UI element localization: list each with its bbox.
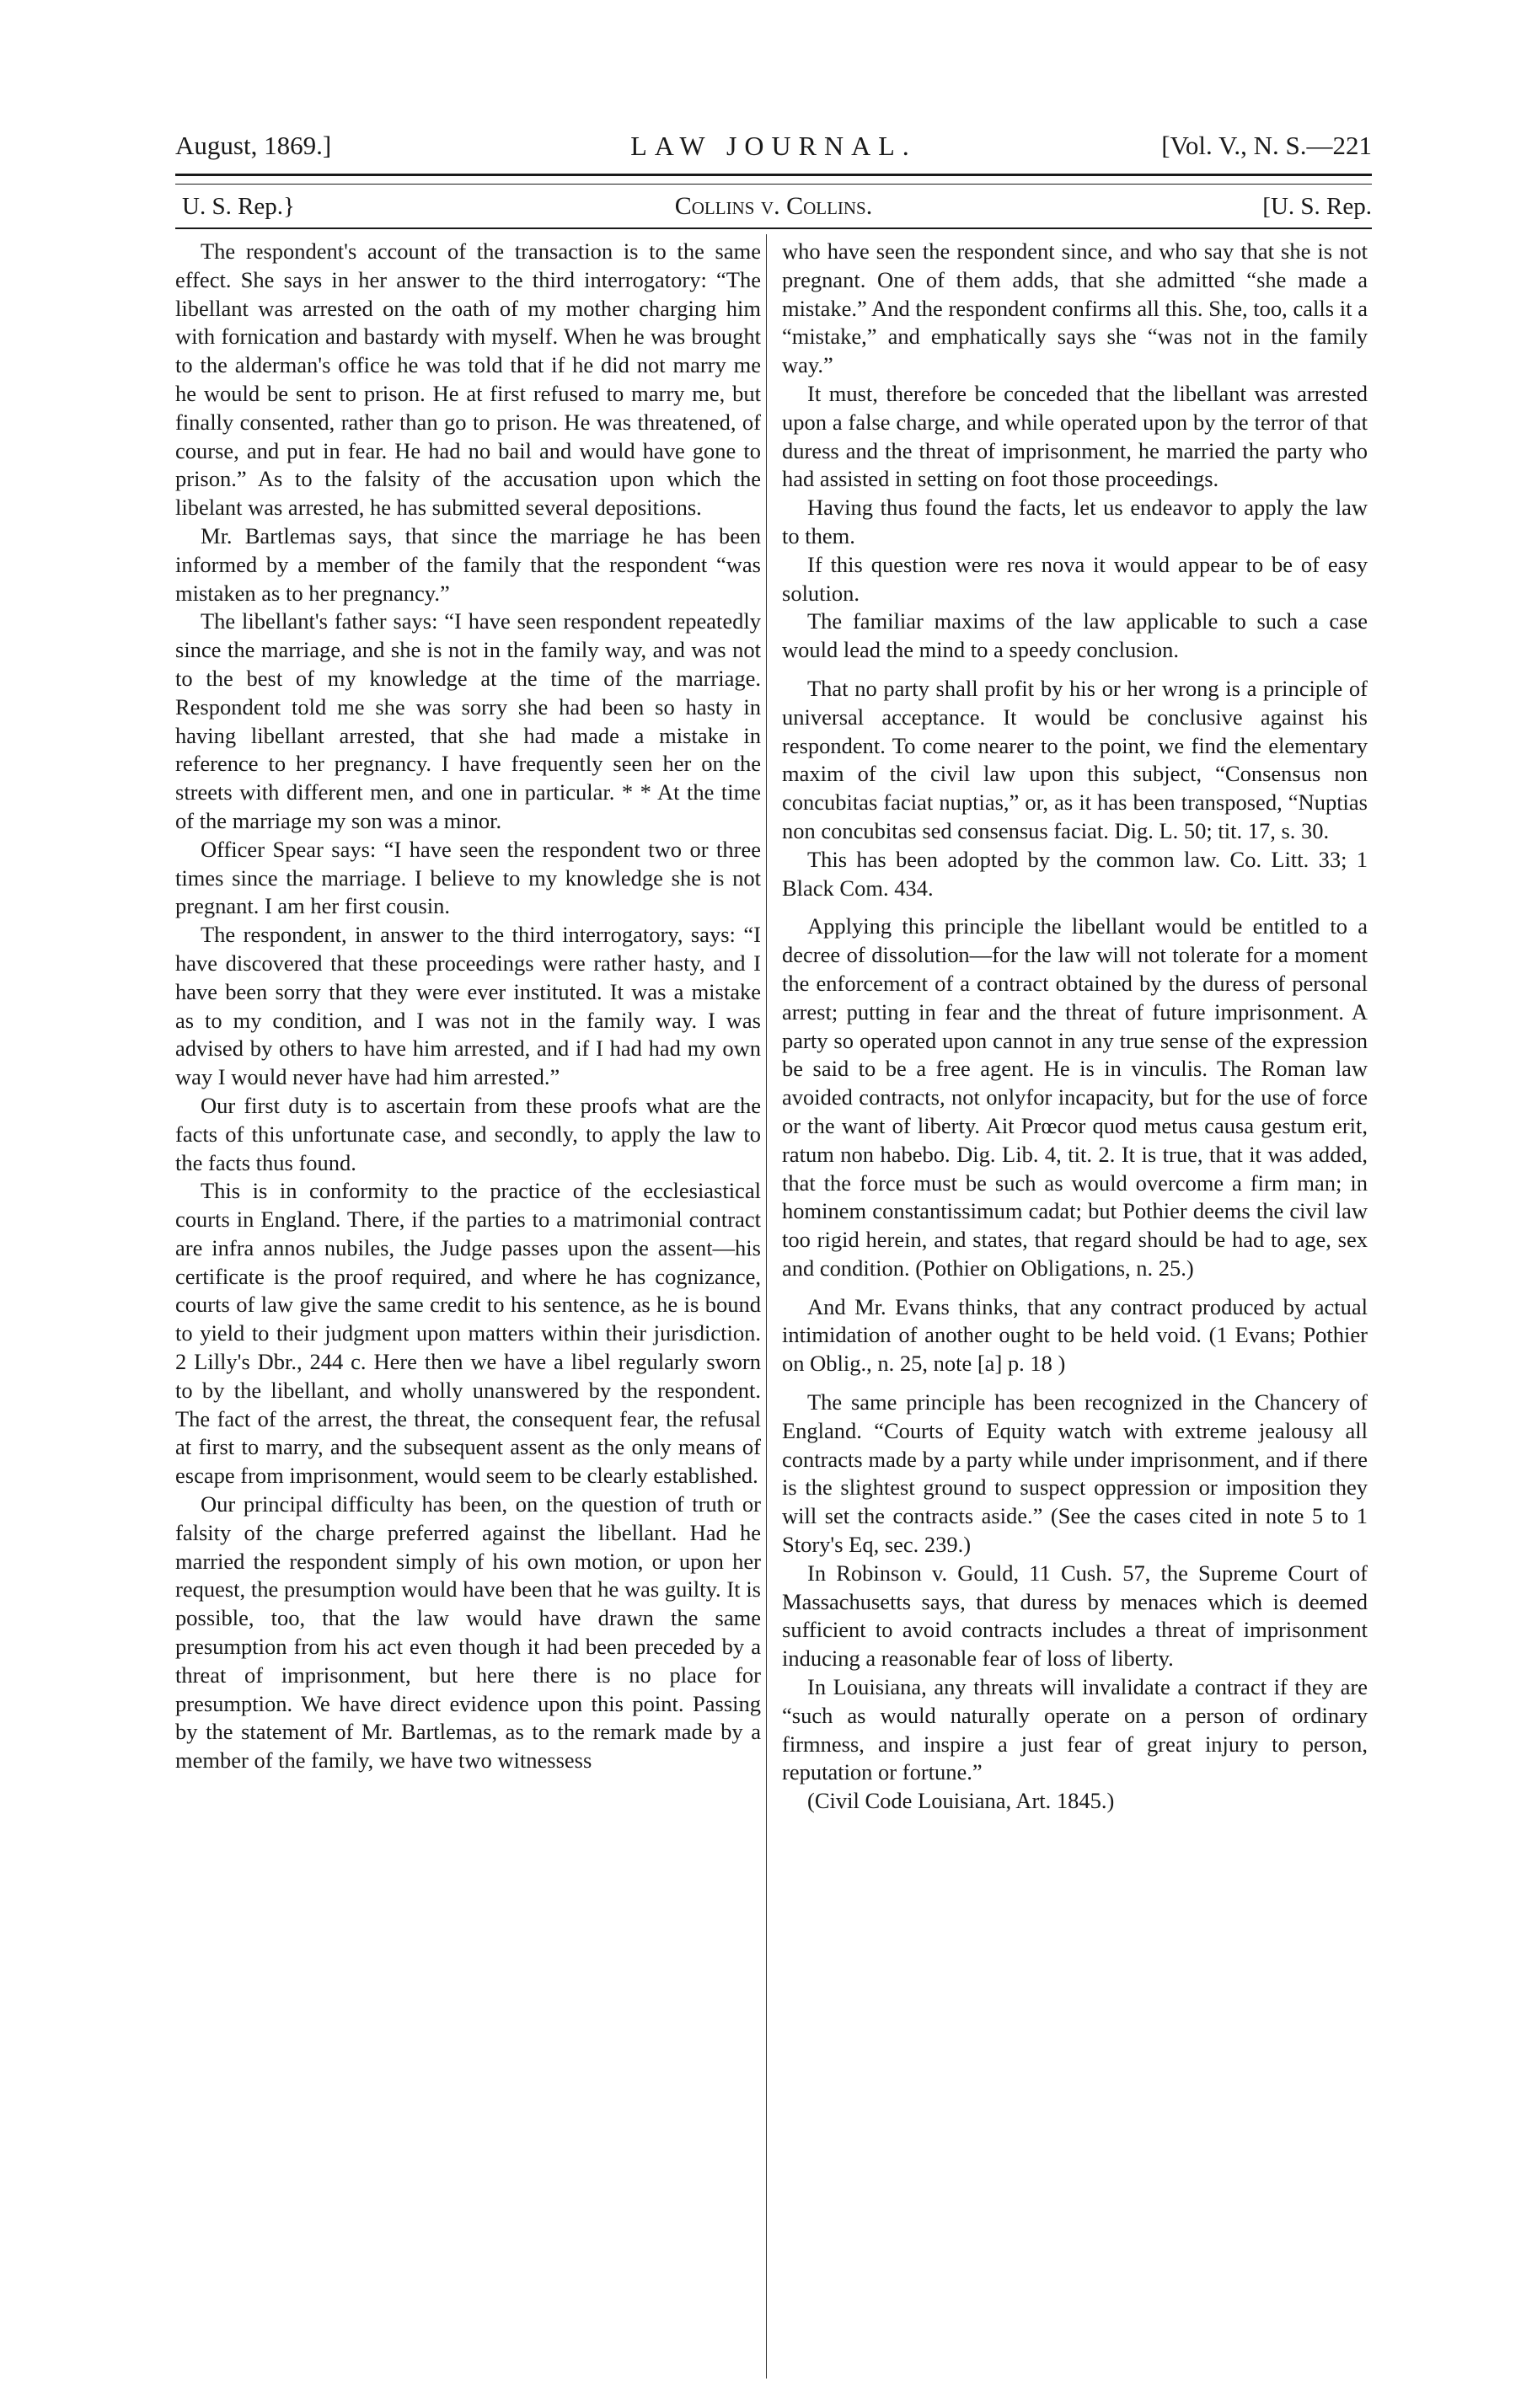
journal-title: LAW JOURNAL. (630, 131, 917, 161)
paragraph: In Robinson v. Gould, 11 Cush. 57, the Supreme Court of Massachusetts says, that duress by menaces which is deemed sufficient to avoid contracts includes a threat of imprisonment inducing a reasonable fear of loss of liberty. (782, 1560, 1368, 1672)
paragraph: If this question were res nova it would appear to be of easy solution. (782, 551, 1368, 606)
paragraph: The same principle has been recognized in the Chancery of England. “Courts of Equity watch with extreme jealousy all contracts made by a party while under imprisonment, and if there is the slightest ground to suspect oppression or imposition they will set the contracts aside.” (See the cases cited in note 5 to 1 Story's Eq, sec. 239.) (782, 1389, 1368, 1558)
running-head (175, 125, 1372, 167)
paragraph: who have seen the respondent since, and who say that she is not pregnant. One of them adds, that she admitted “she made a mistake.” And the respondent confirms all this. She, too, calls it a “mistake,” and emphatically says she “was not in the family way.” (782, 238, 1368, 378)
paragraph: Having thus found the facts, let us endeavor to apply the law to them. (782, 495, 1368, 548)
paragraph: The respondent, in answer to the third interrogatory, says: “I have discovered that these proceedings were rather hasty, and I have been sorry that they were ever instituted. It was a mistake as to my condition, and I was not in the family way. I was advised by others to have him arrested, and if I had had my own way I would never have had him arrested.” (175, 922, 761, 1090)
header-rule (175, 227, 1372, 229)
left-column (175, 238, 761, 1775)
column-divider (766, 234, 767, 2379)
header-double-rule (175, 174, 1372, 185)
case-header (175, 187, 1372, 226)
paragraph: This has been adopted by the common law. Co. Litt. 33; 1 Black Com. 434. (782, 846, 1368, 901)
paragraph: The familiar maxims of the law applicable to such a case would lead the mind to a speedy conclusion. (782, 608, 1368, 663)
paragraph: (Civil Code Louisiana, Art. 1845.) (807, 1788, 1115, 1814)
paragraph: Our first duty is to ascertain from these proofs what are the facts of this unfortunate case, and secondly, to apply the law to the facts thus found. (175, 1092, 761, 1175)
paragraph: And Mr. Evans thinks, that any contract produced by actual intimidation of another ought to be held void. (1 Evans; Pothier on Oblig., n. 25, note [a] p. 18 ) (782, 1293, 1368, 1377)
issue-date: August, 1869.] (175, 131, 332, 160)
paragraph: That no party shall profit by his or her wrong is a principle of universal acceptance. It would be conclusive against his respondent. To come nearer to the point, we find the elementary maxim of the civil law upon this subject, “Consensus non concubitas faciat nuptias,” or, as it has been transposed, “Nuptias non concubitas sed consensus faciat. Dig. L. 50; tit. 17, s. 30. (782, 675, 1368, 843)
paragraph: Officer Spear says: “I have seen the respondent two or three times since the marriage. I believe to my knowledge she is not pregnant. I am her first cousin. (175, 836, 761, 919)
case-title: Collins v. Collins. (674, 192, 873, 220)
paragraph: The libellant's father says: “I have seen respondent repeatedly since the marriage, and she is not in the family way, and was not to the best of my knowledge at the time of the marriage. Respondent told me she was sorry she had been so hasty in having libellant arrested, that she had made a mistake in reference to her pregnancy. I have frequently seen her on the streets with different men, and one in particular. * * At the time of the marriage my son was a minor. (175, 608, 761, 833)
paragraph: This is in conformity to the practice of the ecclesiastical courts in England. There, if the parties to a matrimonial contract are infra annos nubiles, the Judge passes upon the assent—his certificate is the proof required, and where he has cognizance, courts of law give the same credit to his sentence, as he is bound to yield to their judgment upon matters within their jurisdiction. 2 Lilly's Dbr., 244 c. Here then we have a libel regularly sworn to by the libellant, and wholly unanswered by the respondent. The fact of the arrest, the threat, the consequent fear, the refusal at first to marry, and the subsequent assent as the only means of escape from imprisonment, would seem to be clearly established. (175, 1178, 761, 1489)
paragraph: Applying this principle the libellant would be entitled to a decree of dissolution—for the law will not tolerate for a moment the enforcement of a contract obtained by the duress of personal arrest; putting in fear and the threat of future imprisonment. A party so operated upon cannot in any true sense of the expression be said to be a free agent. He is in vinculis. The Roman law avoided contracts, not onlyfor incapacity, but for the use of force or the want of liberty. Ait Prœcor quod metus causa gestum erit, ratum non habebo. Dig. Lib. 4, tit. 2. It is true, that it was added, that the force must be such as would overcome a firm man; in hominem constantissimum cadat; but Pothier deems the civil law too rigid herein, and states, that regard should be had to age, sex and condition. (Pothier on Obligations, n. 25.) (782, 913, 1368, 1281)
paragraph: Mr. Bartlemas says, that since the marriage he has been informed by a member of the family that the respondent “was mistaken as to her pregnancy.” (175, 522, 761, 606)
reporter-right: [U. S. Rep. (1262, 193, 1372, 220)
right-column (782, 238, 1368, 1816)
paragraph: It must, therefore be conceded that the libellant was arrested upon a false charge, and while operated upon by the terror of that duress and the threat of imprisonment, he married the party who had assisted in setting on foot those proceedings. (782, 380, 1368, 492)
paragraph: Our principal difficulty has been, on the question of truth or falsity of the charge preferred against the libellant. Had he married the respondent simply of his own motion, or upon her request, the presumption would have been that he was guilty. It is possible, too, that the law would have drawn the same presumption from his act even though it had been preceded by a threat of imprisonment, but here there is no place for presumption. We have direct evidence upon this point. Passing by the statement of Mr. Bartlemas, as to the remark made by a member of the family, we have two witnessess (175, 1491, 761, 1774)
volume-page: [Vol. V., N. S.—221 (1161, 131, 1372, 160)
paragraph: The respondent's account of the transaction is to the same effect. She says in her answer to the third interrogatory: “The libellant was arrested on the oath of my mother charging him with fornication and bastardy with myself. When he was brought to the alderman's office he was told that if he did not marry me he would be sent to prison. He at first refused to marry me, but finally consented, rather than go to prison. He was threatened, of course, and put in fear. He had no bail and would have gone to prison.” As to the falsity of the accusation upon which the libelant was arrested, he has submitted several depositions. (175, 238, 761, 521)
reporter-left: U. S. Rep.} (182, 193, 295, 220)
paragraph: In Louisiana, any threats will invalidate a contract if they are “such as would naturally operate on a person of ordinary firmness, and inspire a just fear of great injury to person, reputation or fortune.” (782, 1674, 1368, 1785)
